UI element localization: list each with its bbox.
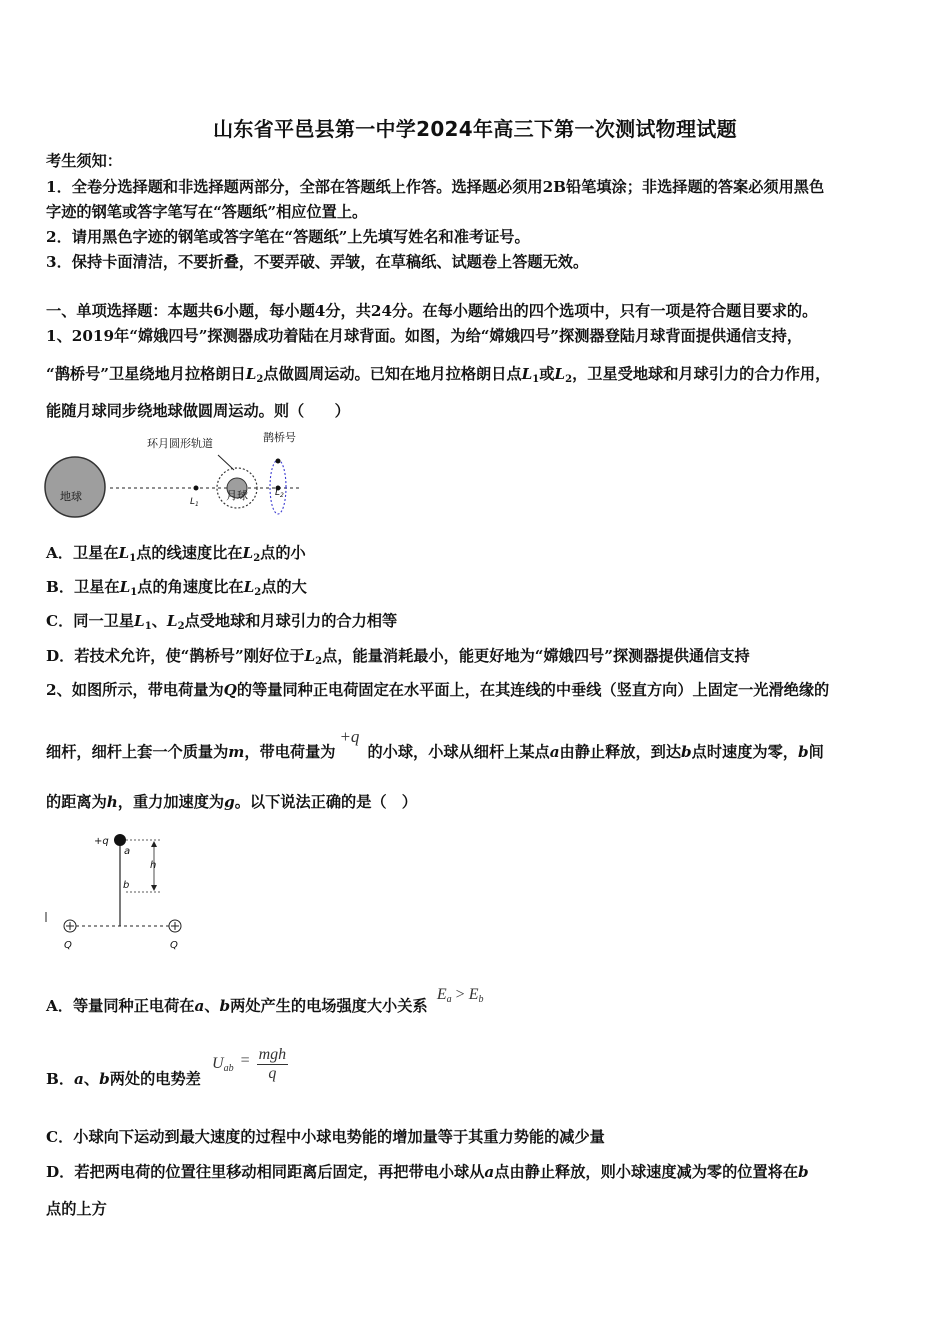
q2-option-c: C．小球向下运动到最大速度的过程中小球电势能的增加量等于其重力势能的减少量 <box>46 1128 605 1146</box>
relay-label: 鹊桥号 <box>263 431 296 444</box>
notice-item-2: 2．请用黑色字迹的钢笔或答字笔在“答题纸”上先填写姓名和准考证号。 <box>46 228 530 246</box>
L2-label: $L_2$ <box>275 488 284 499</box>
earth-circle <box>45 457 105 517</box>
fig-point-b: b <box>123 880 130 891</box>
q1-line-3: 能随月球同步绕地球做圆周运动。则（ ） <box>46 402 350 420</box>
q1-option-d: D．若技术允许，使“鹊桥号”刚好位于$L_2$点，能量消耗最小，能更好地为“嫦娥四号”探测器提供通信支持 <box>46 647 750 667</box>
page-title: 山东省平邑县第一中学2024年高三下第一次测试物理试题 <box>213 117 737 141</box>
q2-line-1: 2、如图所示，带电荷量为Q的等量同种正电荷固定在水平面上，在其连线的中垂线（竖直方向）上固定一光滑绝缘的 <box>46 681 830 699</box>
L1-label: $L_1$ <box>190 497 199 508</box>
orbit-label: 环月圆形轨道 <box>147 437 213 450</box>
h-arrow-up <box>151 841 157 847</box>
q2-line-2: 细杆，细杆上套一个质量为m，带电荷量为+q的小球，小球从细杆上某点a由静止释放，到达b点时速度为零，b间 <box>46 727 824 761</box>
fig-Q-left: Q <box>64 940 72 951</box>
notice-item-3: 3．保持卡面清洁，不要折叠，不要弄破、弄皱，在草稿纸、试题卷上答题无效。 <box>46 253 589 271</box>
fig-plus-q: +q <box>94 836 109 847</box>
fig-point-a: a <box>124 846 131 857</box>
notice-item-1: 1．全卷分选择题和非选择题两部分，全部在答题纸上作答。选择题必须用2B铅笔填涂；非选择题的答案必须用黑色 <box>46 178 825 196</box>
moon-label: 月球 <box>226 489 248 502</box>
q2-option-d: D．若把两电荷的位置往里移动相同距离后固定，再把带电小球从a点由静止释放，则小球速度减为零的位置将在b <box>46 1163 809 1181</box>
q2-option-d-cont: 点的上方 <box>46 1200 107 1218</box>
section-heading: 一、单项选择题：本题共6小题，每小题4分，共24分。在每小题给出的四个选项中，只有一项是符合题目要求的。 <box>46 302 818 320</box>
field-relation: $E_a > E_b$ <box>436 986 484 1005</box>
q1-option-c: C．同一卫星$L_1$、$L_2$点受地球和月球引力的合力相等 <box>46 612 398 632</box>
q1-option-a: A．卫星在$L_1$点的线速度比在$L_2$点的小 <box>46 544 306 564</box>
q2-line-3: 的距离为h，重力加速度为g。以下说法正确的是（ ） <box>46 793 417 811</box>
ball <box>114 834 126 846</box>
q1-line-1: 1、2019年“嫦娥四号”探测器成功着陆在月球背面。如图，为给“嫦娥四号”探测器登陆月球背面提供通信支持， <box>46 327 803 345</box>
orbit-pointer <box>218 455 234 470</box>
L1-point <box>194 486 199 491</box>
potential-formula: $U_{ab}$ = mgh q <box>212 1046 287 1082</box>
charge-plus-q: +q <box>339 727 360 746</box>
q1-option-b: B．卫星在$L_1$点的角速度比在$L_2$点的大 <box>46 578 307 598</box>
h-arrow-down <box>151 885 157 891</box>
fig-h: h <box>150 860 157 871</box>
relay-satellite <box>276 459 281 464</box>
q2-option-a: A．等量同种正电荷在a、b两处产生的电场强度大小关系 $E_a > E_b$ <box>46 986 484 1015</box>
notice-item-1-cont: 字迹的钢笔或答字笔写在“答题纸”相应位置上。 <box>46 203 368 221</box>
q2-figure <box>44 826 194 956</box>
q2-option-b: B．a、b两处的电势差 <box>46 1070 201 1088</box>
earth-label: 地球 <box>60 490 82 503</box>
q1-figure <box>40 428 310 523</box>
notice-heading: 考生须知： <box>46 152 122 170</box>
fig-Q-right: Q <box>170 940 178 951</box>
q1-line-2: “鹊桥号”卫星绕地月拉格朗日$L_2$点做圆周运动。已知在地月拉格朗日点$L_1$或$L_2$，卫星受地球和月球引力的合力作用， <box>46 365 831 385</box>
